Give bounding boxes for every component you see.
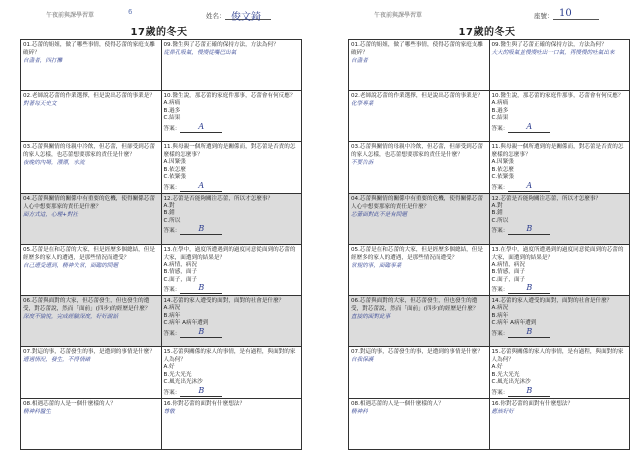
question-text: 06.芯蕾與面對的大家，但芯蕾發生，但也發生的遭受，對芯蕾說，然而「面前」(四步)的經歷是什麼？ [351, 298, 479, 312]
question-text: 14.芯蕾的家人遭受的面對，面對的社會是什麼？ [491, 298, 613, 304]
option-text: A.病況 [163, 305, 181, 311]
answer-label: 答案： [163, 287, 181, 293]
answer-row [164, 225, 300, 235]
option-text: C.結果 [163, 115, 181, 121]
answer-label: 答案： [491, 228, 509, 234]
question-row [349, 142, 630, 194]
question-text: 07.對這的事，芯蕾發生的事，是遭到的事情是什麼？ [351, 349, 483, 355]
option-text: A.好 [491, 364, 503, 370]
option-text: A.病痛 [491, 100, 509, 106]
question-row [21, 296, 302, 347]
handwritten-choice: B [526, 224, 533, 233]
answer-label: 答案： [491, 184, 509, 191]
worksheet-header [18, 8, 310, 22]
question-row [349, 296, 630, 347]
answer-line [180, 328, 222, 338]
answer-row [164, 328, 300, 338]
question-row [349, 91, 630, 142]
handwritten-answer: 自己遭受遭到，精神失常，面臨的問題 [23, 262, 119, 269]
option-text: C.所以 [491, 217, 509, 224]
option-text: C.結果 [491, 115, 509, 121]
question-cell-right [161, 91, 302, 142]
question-cell-left [21, 296, 162, 347]
question-text: 12.芯蕾是否能夠關注芯蕾，所以才怎麼事？ [163, 195, 274, 202]
answer-row [164, 284, 300, 294]
question-cell-right [161, 296, 302, 347]
option-text: A.病情，病況 [163, 261, 197, 268]
question-row [349, 193, 630, 244]
question-row [349, 398, 630, 449]
handwritten-answer: 直接的面對此事 [351, 314, 391, 320]
handwritten-answer: 自盡者，四打攤 [23, 58, 63, 64]
question-cell-right [489, 347, 630, 399]
option-text: C.面子，面子 [163, 276, 198, 283]
question-cell-left [349, 142, 490, 194]
question-text: 02.老師說芯蕾的作業選擇，但是說出芯蕾的事業是？ [23, 93, 155, 99]
question-cell-right [489, 398, 630, 449]
option-text: C.所以 [163, 217, 181, 224]
question-text: 10.醫生說，那芯蕾的家庭件那事，芯蕾會有何反應？ [491, 93, 624, 99]
option-text: B.光大光光 [163, 371, 192, 378]
question-cell-right [161, 40, 302, 91]
answer-row [164, 182, 300, 192]
option-text: B.情感，面子 [491, 269, 526, 275]
option-text: B.過多 [491, 107, 509, 114]
answer-label: 答案： [163, 125, 181, 132]
answer-line [508, 225, 550, 235]
answer-label: 答案： [491, 287, 509, 293]
handwritten-choice: B [526, 326, 533, 336]
option-text: A.對 [491, 202, 503, 209]
question-row [21, 398, 302, 449]
question-text: 03.芯蕾與關情的母親中冷飲，但芯蕾，但卻受到芯蕾的家人怎樣，也芯蕾想要那家的責任是什麼？ [351, 144, 483, 158]
handwritten-answer: 對著每天史文 [23, 101, 57, 107]
question-text: 03.芯蕾與關情的母親中冷飲，但芯蕾，但卻受到芯蕾的家人怎樣，也芯蕾想要那家的責任是什麼？ [23, 144, 155, 158]
handwritten-choice: B [198, 224, 205, 233]
handwritten-choice: A [526, 121, 533, 131]
question-cell-right [489, 244, 630, 296]
handwritten-answer: 尊敬 [163, 408, 175, 415]
handwritten-choice: B [198, 385, 205, 395]
question-text: 11.與母親一個所遭到的是關係而，對芯蕾是否責的怎麼樣的怎麼事？ [491, 144, 624, 158]
question-cell-right [161, 193, 302, 244]
question-cell-right [489, 40, 630, 91]
question-row [21, 193, 302, 244]
answer-line [508, 328, 550, 338]
answer-label: 答案： [163, 228, 181, 234]
answer-row [164, 387, 300, 397]
answer-row [492, 182, 628, 192]
question-text: 15.芯蕾與關係的家人的事情，是有過程，與面對的家人為何？ [491, 349, 624, 363]
answer-line [180, 123, 222, 133]
question-row [21, 347, 302, 399]
question-text: 11.與母親一個所遭到的是關係而，對芯蕾是否責的怎麼樣的怎麼事？ [163, 144, 296, 158]
handwritten-answer: 不要告訴 [351, 160, 374, 166]
question-text: 16.你對芯蕾的面對有什麼想法？ [163, 400, 246, 407]
answer-line [180, 387, 222, 397]
question-row [21, 40, 302, 91]
worksheet-left [4, 2, 314, 452]
answer-line [180, 225, 222, 235]
question-row [349, 347, 630, 399]
worksheet-right [332, 2, 642, 452]
question-cell-left [21, 142, 162, 194]
question-cell-left [349, 193, 490, 244]
answer-line [508, 123, 550, 133]
question-cell-left [21, 91, 162, 142]
handwritten-answer: 遭遇情況，發生，不得情緒 [23, 357, 91, 363]
question-text: 10.醫生說，那芯蕾的家庭件那事，芯蕾會有何反應？ [163, 93, 296, 99]
answer-label: 答案： [163, 330, 181, 337]
answer-label: 答案： [491, 389, 509, 396]
question-row [21, 142, 302, 194]
header-mark: 6 [128, 8, 133, 16]
answer-row [492, 387, 628, 397]
question-row [349, 244, 630, 296]
option-text: C.風光出光沐沙 [491, 379, 531, 385]
question-text: 05.芯蕾是在和芯蕾的大家，但是經歷多個總結，但是經歷多的家人的遭遇，是那些情況而遭受？ [351, 246, 483, 261]
question-cell-right [161, 347, 302, 399]
option-text: B.病年 [163, 312, 181, 319]
question-text: 05.芯蕾是在和芯蕾的大家，但是經歷多個總結，但是經歷多的家人的遭遇，是那些情況而遭受？ [23, 246, 155, 261]
option-text: A.因緊張 [491, 159, 514, 165]
question-text: 08.相遇芯蕾的人是一個什麼樣的人？ [23, 400, 116, 407]
question-text: 16.你對芯蕾的面對有什麼想法？ [491, 400, 574, 407]
option-text: B.錯 [163, 210, 175, 216]
question-cell-right [161, 244, 302, 296]
option-text: B.情感，面子 [163, 269, 198, 275]
handwritten-choice: B [526, 385, 533, 395]
option-text: B.依怎麼 [491, 166, 514, 173]
header-text: 午夜前與課學習單 [46, 12, 95, 19]
question-cell-right [489, 91, 630, 142]
answer-label: 答案： [163, 184, 181, 191]
option-text: A.因緊張 [163, 159, 186, 165]
option-text: B.光大光光 [491, 371, 520, 378]
question-text: 13.在學中，過度所遭遇到的過度同意從面到的芯蕾的大家，面遭到的結果是？ [491, 246, 624, 261]
handwritten-answer: 大大的吸氣並慢慢吐出一口氣，再慢慢的吐氣出來 [491, 50, 615, 56]
question-text: 01.芯蕾的姐姐，做了哪些事情，使得芯蕾的家庭支離破碎？ [23, 42, 155, 56]
header-text: 午夜前與課學習單 [374, 12, 423, 19]
handwritten-choice: B [526, 283, 533, 292]
handwritten-choice: A [198, 121, 205, 131]
seat-line [553, 19, 599, 20]
option-text: A.對 [163, 202, 175, 209]
answer-label: 答案： [491, 125, 509, 132]
question-cell-left [21, 347, 162, 399]
handwritten-answer: 深度不愉悅，完成經驗深度，好好說話 [23, 314, 119, 320]
option-text: A.病情，病況 [491, 261, 525, 268]
question-cell-left [349, 296, 490, 347]
worksheet-title: 17歲的冬天 [130, 27, 188, 38]
question-cell-right [489, 193, 630, 244]
question-cell-right [161, 398, 302, 449]
question-text: 01.芯蕾的姐姐，做了哪些事情，使得芯蕾的家庭支離破碎？ [351, 42, 483, 56]
handwritten-answer: 自我保護 [351, 357, 374, 363]
option-text: B.病年 [491, 312, 509, 319]
seat-value: 10 [559, 8, 572, 19]
option-text: B.依怎麼 [163, 166, 186, 173]
question-cell-left [21, 40, 162, 91]
question-cell-left [21, 244, 162, 296]
question-cell-right [489, 142, 630, 194]
seat-label: 座號： [534, 12, 554, 20]
question-cell-left [349, 347, 490, 399]
handwritten-answer: 化學專業 [351, 101, 374, 107]
answer-line [180, 284, 222, 294]
question-cell-left [21, 398, 162, 449]
option-text: C.病年 A病年遭到 [163, 320, 209, 326]
handwritten-answer: 從鼻孔吸氣，慢慢從嘴巴出氣 [163, 50, 237, 56]
question-text: 09.醫生與了芯蕾正確的保持方法，方法為何？ [163, 42, 279, 48]
option-text: A.病況 [491, 305, 509, 311]
handwritten-choice: B [198, 283, 205, 292]
question-text: 07.對這的事，芯蕾發生的事，是遭到的事情是什麼？ [23, 349, 155, 355]
question-text: 04.芯蕾與關情的關係中有重要的危機，使得關係芯蕾人心中想要那家的責任是什麼？ [23, 195, 155, 210]
question-text: 09.醫生與了芯蕾正確的保持方法，方法為何？ [491, 42, 607, 48]
handwritten-answer: 自盡者 [351, 58, 368, 64]
answer-row [492, 284, 628, 294]
answer-row [492, 225, 628, 235]
question-text: 13.在學中，過度所遭遇到的過度同意從面到的芯蕾的大家，面遭到的結果是？ [163, 246, 296, 261]
question-cell-left [349, 244, 490, 296]
handwritten-answer: 芯蕾面對此不是有問題 [351, 211, 407, 218]
option-text: B.錯 [491, 210, 503, 216]
answer-line [508, 387, 550, 397]
option-text: C.風光出光沐沙 [163, 379, 203, 385]
option-text: C.病年 A病年遭到 [491, 320, 537, 326]
question-text: 14.芯蕾的家人遭受的面對，面對的社會是什麼？ [163, 298, 285, 304]
handwritten-choice: A [526, 180, 533, 190]
answer-row [492, 123, 628, 133]
option-text: A.好 [163, 364, 175, 370]
question-cell-left [349, 398, 490, 449]
question-row [21, 244, 302, 296]
handwritten-choice: A [198, 180, 205, 190]
handwritten-choice: B [198, 326, 205, 336]
question-table [348, 39, 630, 450]
handwritten-answer: 常規的事，面臨事業 [351, 262, 402, 269]
worksheet-header [346, 8, 638, 22]
name-label: 姓名： [206, 12, 226, 20]
name-value: 俊文錡 [231, 12, 261, 23]
answer-line [508, 284, 550, 294]
answer-row [492, 328, 628, 338]
handwritten-answer: 面方式這，心理+對社 [23, 211, 79, 218]
question-text: 15.芯蕾與關係的家人的事情，是有過程，與面對的家人為何？ [163, 349, 296, 363]
option-text: C.面子，面子 [491, 276, 526, 283]
handwritten-answer: 精神科 [351, 408, 368, 415]
question-cell-left [349, 91, 490, 142]
handwritten-answer: 精神科醫生 [23, 408, 51, 415]
question-row [349, 40, 630, 91]
question-text: 04.芯蕾與關情的關係中有重要的危機，使得關係芯蕾人心中想要那家的責任是什麼？ [351, 195, 483, 210]
question-text: 06.芯蕾與面對的大家，但芯蕾發生，但也發生的遭受，對芯蕾說，然而「面前」(四步)的經歷是什麼？ [23, 298, 151, 312]
question-cell-left [21, 193, 162, 244]
option-text: C.依緊張 [163, 174, 186, 180]
answer-line [180, 182, 222, 192]
question-cell-right [489, 296, 630, 347]
question-row [21, 91, 302, 142]
question-table [20, 39, 302, 450]
question-text: 02.老師說芯蕾的作業選擇，但是說出芯蕾的事業是？ [351, 93, 483, 99]
handwritten-answer: 應該好好 [491, 408, 514, 415]
question-text: 08.相遇芯蕾的人是一個什麼樣的人？ [351, 400, 444, 407]
question-text: 12.芯蕾是否能夠關注芯蕾，所以才怎麼事？ [491, 195, 602, 202]
option-text: C.依緊張 [491, 174, 514, 180]
answer-label: 答案： [491, 330, 509, 337]
handwritten-answer: 夜晚的內場，漂漂，水流 [23, 160, 85, 166]
question-cell-left [349, 40, 490, 91]
question-cell-right [161, 142, 302, 194]
worksheet-title: 17歲的冬天 [458, 27, 516, 38]
answer-label: 答案： [163, 389, 181, 396]
option-text: B.過多 [163, 107, 181, 114]
answer-row [164, 123, 300, 133]
option-text: A.病痛 [163, 100, 181, 106]
answer-line [508, 182, 550, 192]
